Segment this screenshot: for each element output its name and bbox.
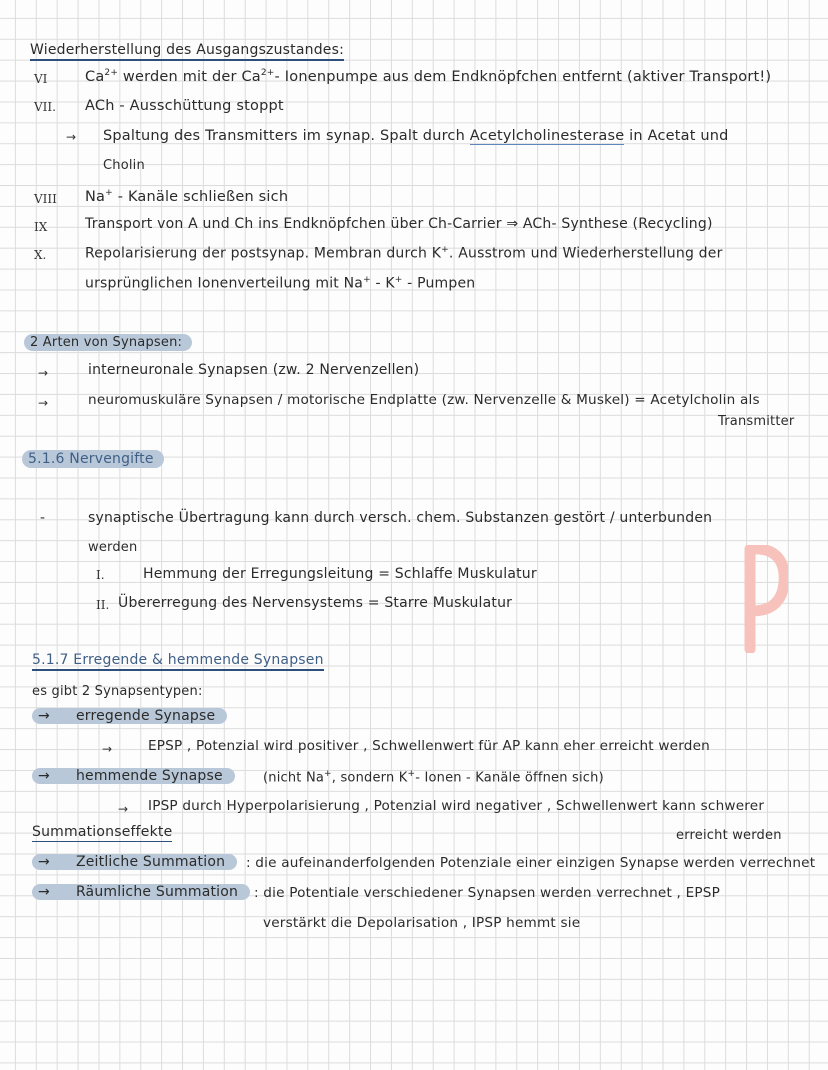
roman-numeral: I. <box>96 568 105 582</box>
inhibitory-synapse-note: (nicht Na+, sondern K+- Ionen - Kanäle öffnen sich) <box>263 769 604 786</box>
arrow-icon: → <box>66 130 77 144</box>
roman-numeral: VI <box>34 72 48 86</box>
toxin-effect: Übererregung des Nervensystems = Starre Muskulatur <box>118 595 513 611</box>
section-heading-synapse-types: 2 Arten von Synapsen: <box>24 334 192 351</box>
section-heading-restore: Wiederherstellung des Ausgangszustandes: <box>30 42 344 61</box>
excitatory-synapse-detail: EPSP , Potenzial wird positiver , Schwellenwert für AP kann eher erreicht werden <box>148 738 710 754</box>
restore-item: Na+ - Kanäle schließen sich <box>85 188 289 205</box>
toxin-effect: Hemmung der Erregungsleitung = Schlaffe Muskulatur <box>143 566 537 582</box>
toxin-description: synaptische Übertragung kann durch versch. chem. Substanzen gestört / unterbunden <box>88 510 713 526</box>
inhibitory-synapse-label: → hemmende Synapse <box>32 768 235 784</box>
synapse-type-continuation: Transmitter <box>718 414 795 429</box>
roman-numeral: X. <box>34 248 47 262</box>
roman-numeral: IX <box>34 220 48 234</box>
restore-item-continuation: Cholin <box>103 158 145 173</box>
inhibitory-synapse-detail-continuation: erreicht werden <box>676 828 782 843</box>
arrow-icon: → <box>118 802 129 816</box>
roman-numeral: VIII <box>34 192 57 206</box>
arrow-icon: → <box>38 366 49 380</box>
temporal-summation-text: : die aufeinanderfolgenden Potenziale einer einzigen Synapse werden verrechnet <box>246 855 816 871</box>
toxin-description-continuation: werden <box>88 540 138 555</box>
restore-item: $Ca^{2+}$ werden mit der $Ca^{2+}-$ Ionenpumpe aus dem Endknöpfchen entfernt (aktiver Transport!) <box>85 68 772 85</box>
section-heading-synapse-kinds: 5.1.7 Erregende & hemmende Synapsen <box>32 652 324 671</box>
excitatory-synapse-label: → erregende Synapse <box>32 708 227 724</box>
synapse-type-item: interneuronale Synapsen (zw. 2 Nervenzellen) <box>88 362 420 378</box>
restore-item: Spaltung des Transmitters im synap. Spalt durch Acetylcholinesterase in Acetat und <box>103 128 729 144</box>
section-heading-nerve-toxins: 5.1.6 Nervengifte <box>22 450 164 468</box>
dash-bullet: - <box>40 510 46 526</box>
spatial-summation-text: : die Potentiale verschiedener Synapsen werden verrechnet , EPSP <box>254 885 720 901</box>
temporal-summation-label: → Zeitliche Summation <box>32 854 237 870</box>
spatial-summation-label: → Räumliche Summation <box>32 884 250 900</box>
inhibitory-synapse-detail: IPSP durch Hyperpolarisierung , Potenzial wird negativer , Schwellenwert kann schwerer <box>148 798 765 814</box>
synapse-kinds-intro: es gibt 2 Synapsentypen: <box>32 684 203 699</box>
arrow-icon: → <box>102 742 113 756</box>
section-heading-summation: Summationseffekte <box>32 824 173 840</box>
roman-numeral: VII. <box>34 100 56 114</box>
roman-numeral: II. <box>96 598 110 612</box>
pink-marker-doodle <box>744 545 788 653</box>
restore-item: Transport von A und Ch ins Endknöpfchen über Ch-Carrier ⇒ ACh- Synthese (Recycling) <box>85 216 713 232</box>
synapse-type-item: neuromuskuläre Synapsen / motorische Endplatte (zw. Nervenzelle & Muskel) = Acetylcholin als <box>88 392 760 408</box>
arrow-icon: → <box>38 396 49 410</box>
restore-item: ACh - Ausschüttung stoppt <box>85 98 284 114</box>
spatial-summation-continuation: verstärkt die Depolarisation , IPSP hemmt sie <box>263 915 581 931</box>
restore-item: Repolarisierung der postsynap. Membran durch K+. Ausstrom und Wiederherstellung der <box>85 245 723 262</box>
restore-item-continuation: ursprünglichen Ionenverteilung mit Na+ - K+ - Pumpen <box>85 275 476 292</box>
